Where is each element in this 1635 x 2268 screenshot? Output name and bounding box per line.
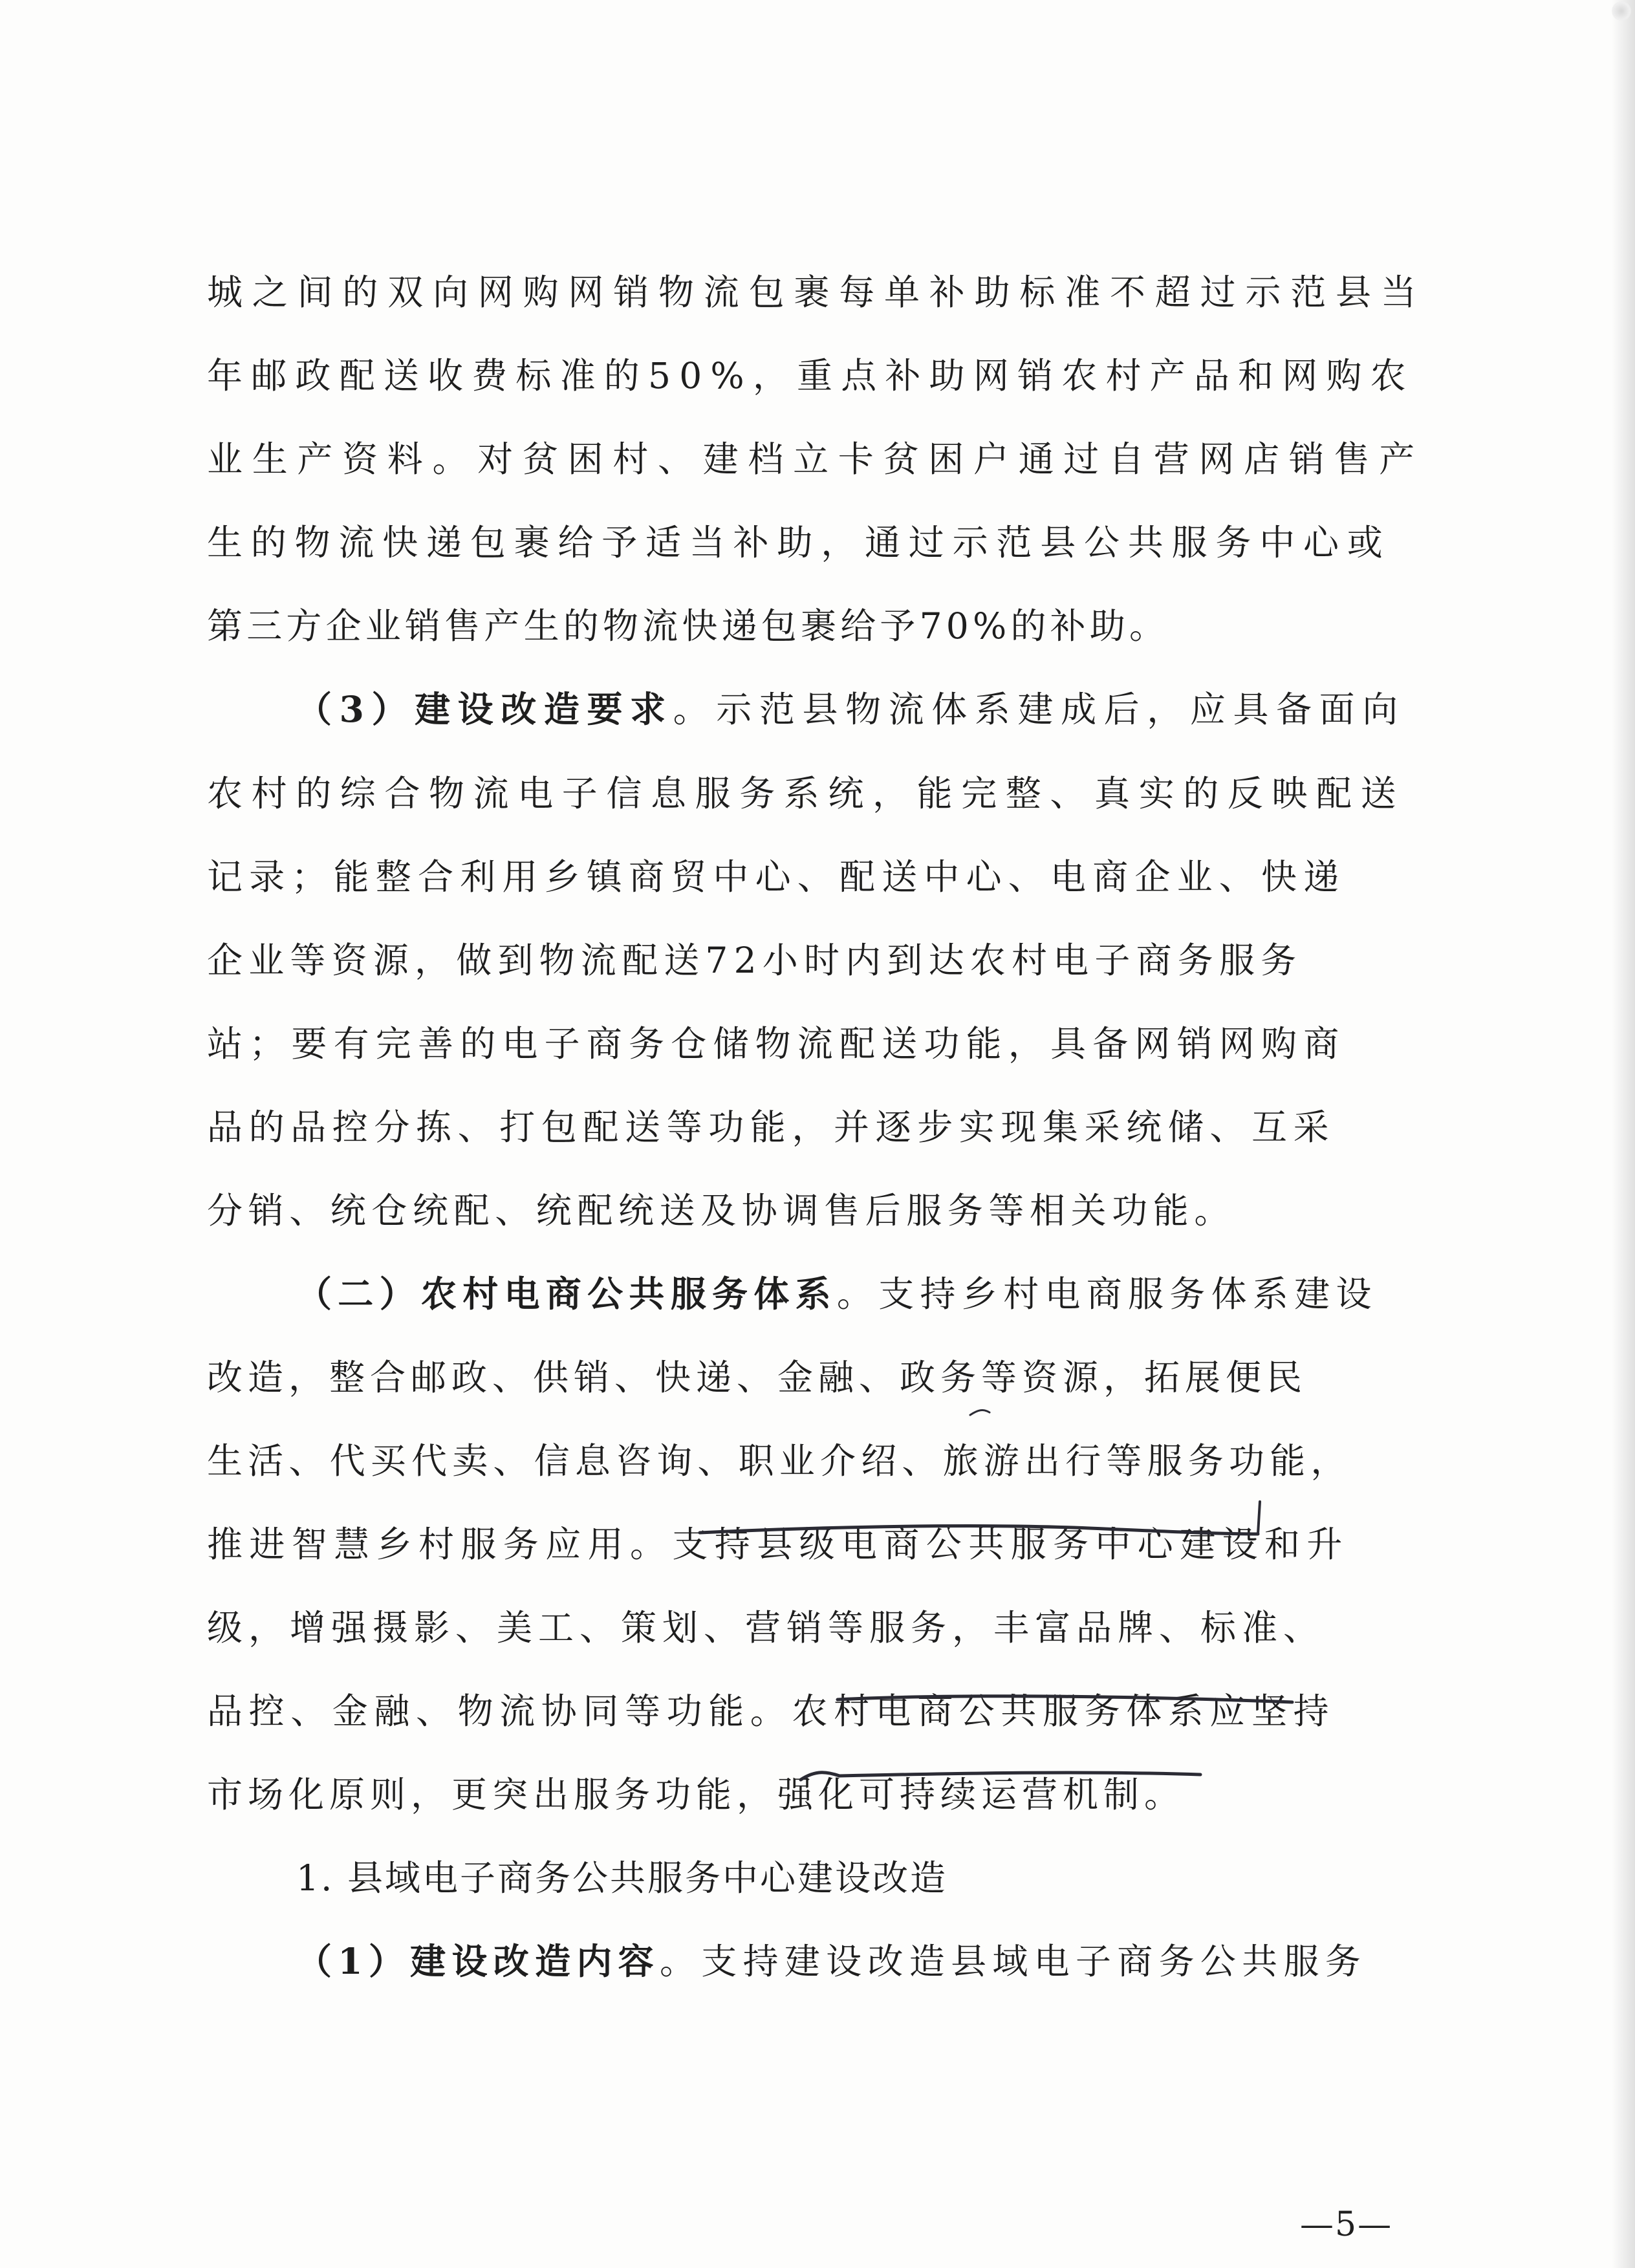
text-segment: 市场化原则，更突出服务功能，强化可持续运营机制。	[207, 1774, 1186, 1815]
text-line	[207, 1101, 1403, 1153]
bold-run-in-heading: （1）建设改造内容	[296, 1940, 660, 1982]
text-segment: 年邮政配送收费标准的50%，重点补助网销农村产品和网购农	[207, 355, 1414, 396]
text-line	[207, 517, 1403, 568]
text-line	[207, 1685, 1403, 1737]
text-line	[207, 934, 1403, 986]
text-line	[207, 350, 1414, 402]
pen-accent-mark	[970, 1410, 990, 1415]
text-segment: 推进智慧乡村服务应用。支持县级电商公共服务中心建设和升	[207, 1524, 1349, 1565]
text-segment: 品的品控分拣、打包配送等功能，并逐步实现集采统储、互采	[207, 1107, 1336, 1148]
text-segment: 改造，整合邮政、供销、快递、金融、政务等资源，拓展便民	[207, 1357, 1308, 1398]
text-segment: 品控、金融、物流协同等功能。农村电商公共服务体系应坚持	[207, 1690, 1336, 1732]
text-segment: 第三方企业销售产生的物流快递包裹给予70%的补助。	[207, 605, 1169, 647]
paragraph-heading-line	[296, 1268, 1403, 1320]
text-segment: 记录；能整合利用乡镇商贸中心、配送中心、电商企业、快递	[207, 856, 1346, 898]
bold-run-in-heading: （3）建设改造要求	[296, 688, 673, 730]
text-line	[207, 433, 1424, 485]
text-line	[207, 768, 1403, 819]
text-segment: 。支持建设改造县域电子商务公共服务	[659, 1941, 1367, 1982]
text-line	[207, 1769, 1403, 1820]
section-heading-line	[296, 1852, 1403, 1904]
paragraph-heading-line	[296, 1936, 1403, 1987]
text-segment: 分销、统仓统配、统配统送及协调售后服务等相关功能。	[207, 1190, 1236, 1231]
text-segment: 。支持乡村电商服务体系建设	[836, 1273, 1378, 1315]
text-line	[207, 1435, 1403, 1487]
paragraph-heading-line	[296, 684, 1403, 735]
text-line	[207, 600, 1403, 652]
text-segment: 站；要有完善的电子商务仓储物流配送功能，具备网销网购商	[207, 1023, 1346, 1064]
text-segment: 业生产资料。对贫困村、建档立卡贫困户通过自营网店销售产	[207, 438, 1424, 480]
text-segment: 农村的综合物流电子信息服务系统，能完整、真实的反映配送	[207, 773, 1405, 814]
text-segment: 。示范县物流体系建成后，应具备面向	[673, 689, 1405, 730]
page-number: —5—	[1300, 2205, 1393, 2244]
section-heading: 1. 县域电子商务公共服务中心建设改造	[296, 1857, 947, 1899]
text-segment: 级，增强摄影、美工、策划、营销等服务，丰富品牌、标准、	[207, 1607, 1325, 1648]
text-line	[207, 1518, 1403, 1570]
text-line	[207, 1018, 1403, 1070]
text-line	[207, 851, 1403, 903]
punch-hole-mark	[1612, 1, 1631, 21]
text-segment: 生的物流快递包裹给予适当补助，通过示范县公共服务中心或	[207, 522, 1391, 563]
text-segment: 企业等资源，做到物流配送72小时内到达农村电子商务服务	[207, 940, 1303, 981]
bold-run-in-heading: （二）农村电商公共服务体系	[296, 1273, 837, 1315]
text-line	[207, 266, 1426, 318]
text-line	[207, 1602, 1403, 1654]
text-line	[207, 1185, 1403, 1237]
text-line	[207, 1352, 1403, 1403]
text-segment: 生活、代买代卖、信息咨询、职业介绍、旅游出行等服务功能，	[207, 1440, 1352, 1482]
scan-edge-shadow	[1612, 0, 1635, 2268]
text-segment: 城之间的双向网购网销物流包裹每单补助标准不超过示范县当	[207, 272, 1426, 313]
